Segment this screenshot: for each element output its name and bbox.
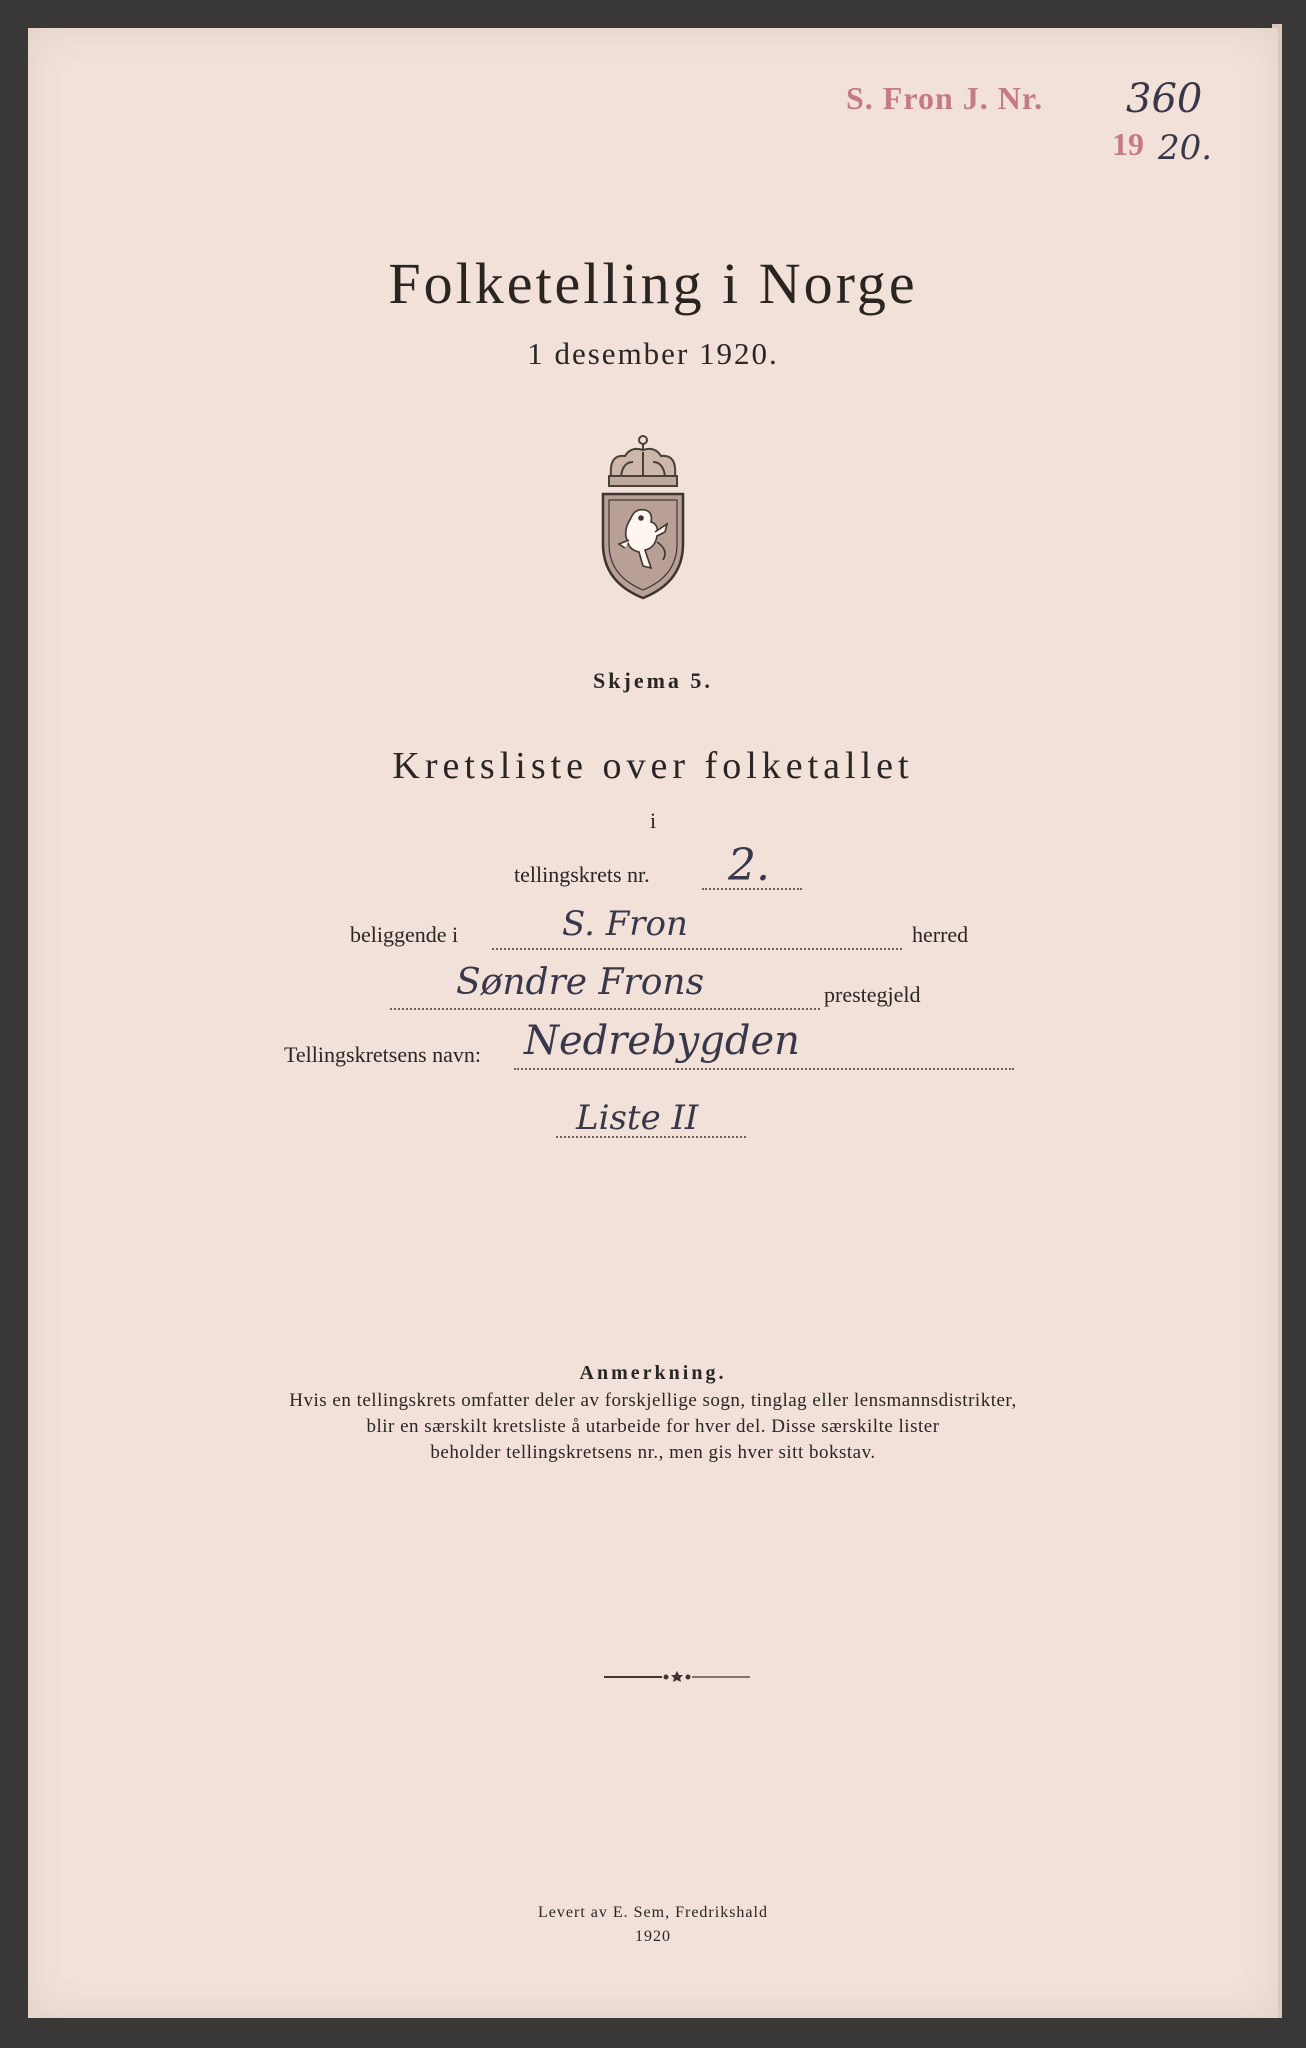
- printer-credit: Levert av E. Sem, Fredrikshald: [538, 1904, 768, 1921]
- form-title: Kretsliste over folketallet: [392, 745, 914, 787]
- district-name-value: Nedrebygden: [524, 1018, 800, 1064]
- parish-line: [390, 1008, 820, 1010]
- printer-year: 1920: [635, 1928, 671, 1945]
- district-number-value: 2.: [728, 840, 770, 891]
- district-name-label: Tellingskretsens navn:: [284, 1042, 482, 1067]
- page-title: Folketelling i Norge: [388, 251, 918, 316]
- located-in-line: [492, 948, 902, 950]
- district-number-label: tellingskrets nr.: [514, 862, 650, 887]
- divider-ornament-icon: [602, 1670, 752, 1689]
- located-in-label: beliggende i: [350, 922, 459, 947]
- stamp-year-handwritten: 20.: [1158, 128, 1213, 168]
- census-date: 1 desember 1920.: [527, 336, 779, 371]
- herred-label: herred: [912, 922, 969, 947]
- note-line-3: beholder tellingskretsens nr., men gis hver sitt bokstav.: [430, 1442, 876, 1463]
- office-stamp: S. Fron J. Nr.: [846, 80, 1044, 116]
- norway-coat-of-arms-icon: [595, 432, 691, 607]
- stamp-year-printed: 19: [1112, 126, 1144, 162]
- journal-number: 360: [1126, 76, 1203, 122]
- connector-word: i: [649, 808, 657, 833]
- note-line-1: Hvis en tellingskrets omfatter deler av forskjellige sogn, tinglag eller lensmannsdistrikter,: [289, 1390, 1017, 1411]
- note-line-2: blir en særskilt kretsliste å utarbeide for hver del. Disse særskilte lister: [366, 1416, 940, 1437]
- district-name-line: [514, 1068, 1014, 1070]
- list-number-value: Liste II: [576, 1098, 699, 1138]
- schema-number: Skjema 5.: [593, 668, 713, 693]
- located-in-value: S. Fron: [562, 904, 688, 944]
- note-heading: Anmerkning.: [579, 1362, 727, 1384]
- parish-value: Søndre Frons: [456, 962, 705, 1003]
- parish-label: prestegjeld: [824, 982, 921, 1007]
- census-form-page: [28, 28, 1278, 2018]
